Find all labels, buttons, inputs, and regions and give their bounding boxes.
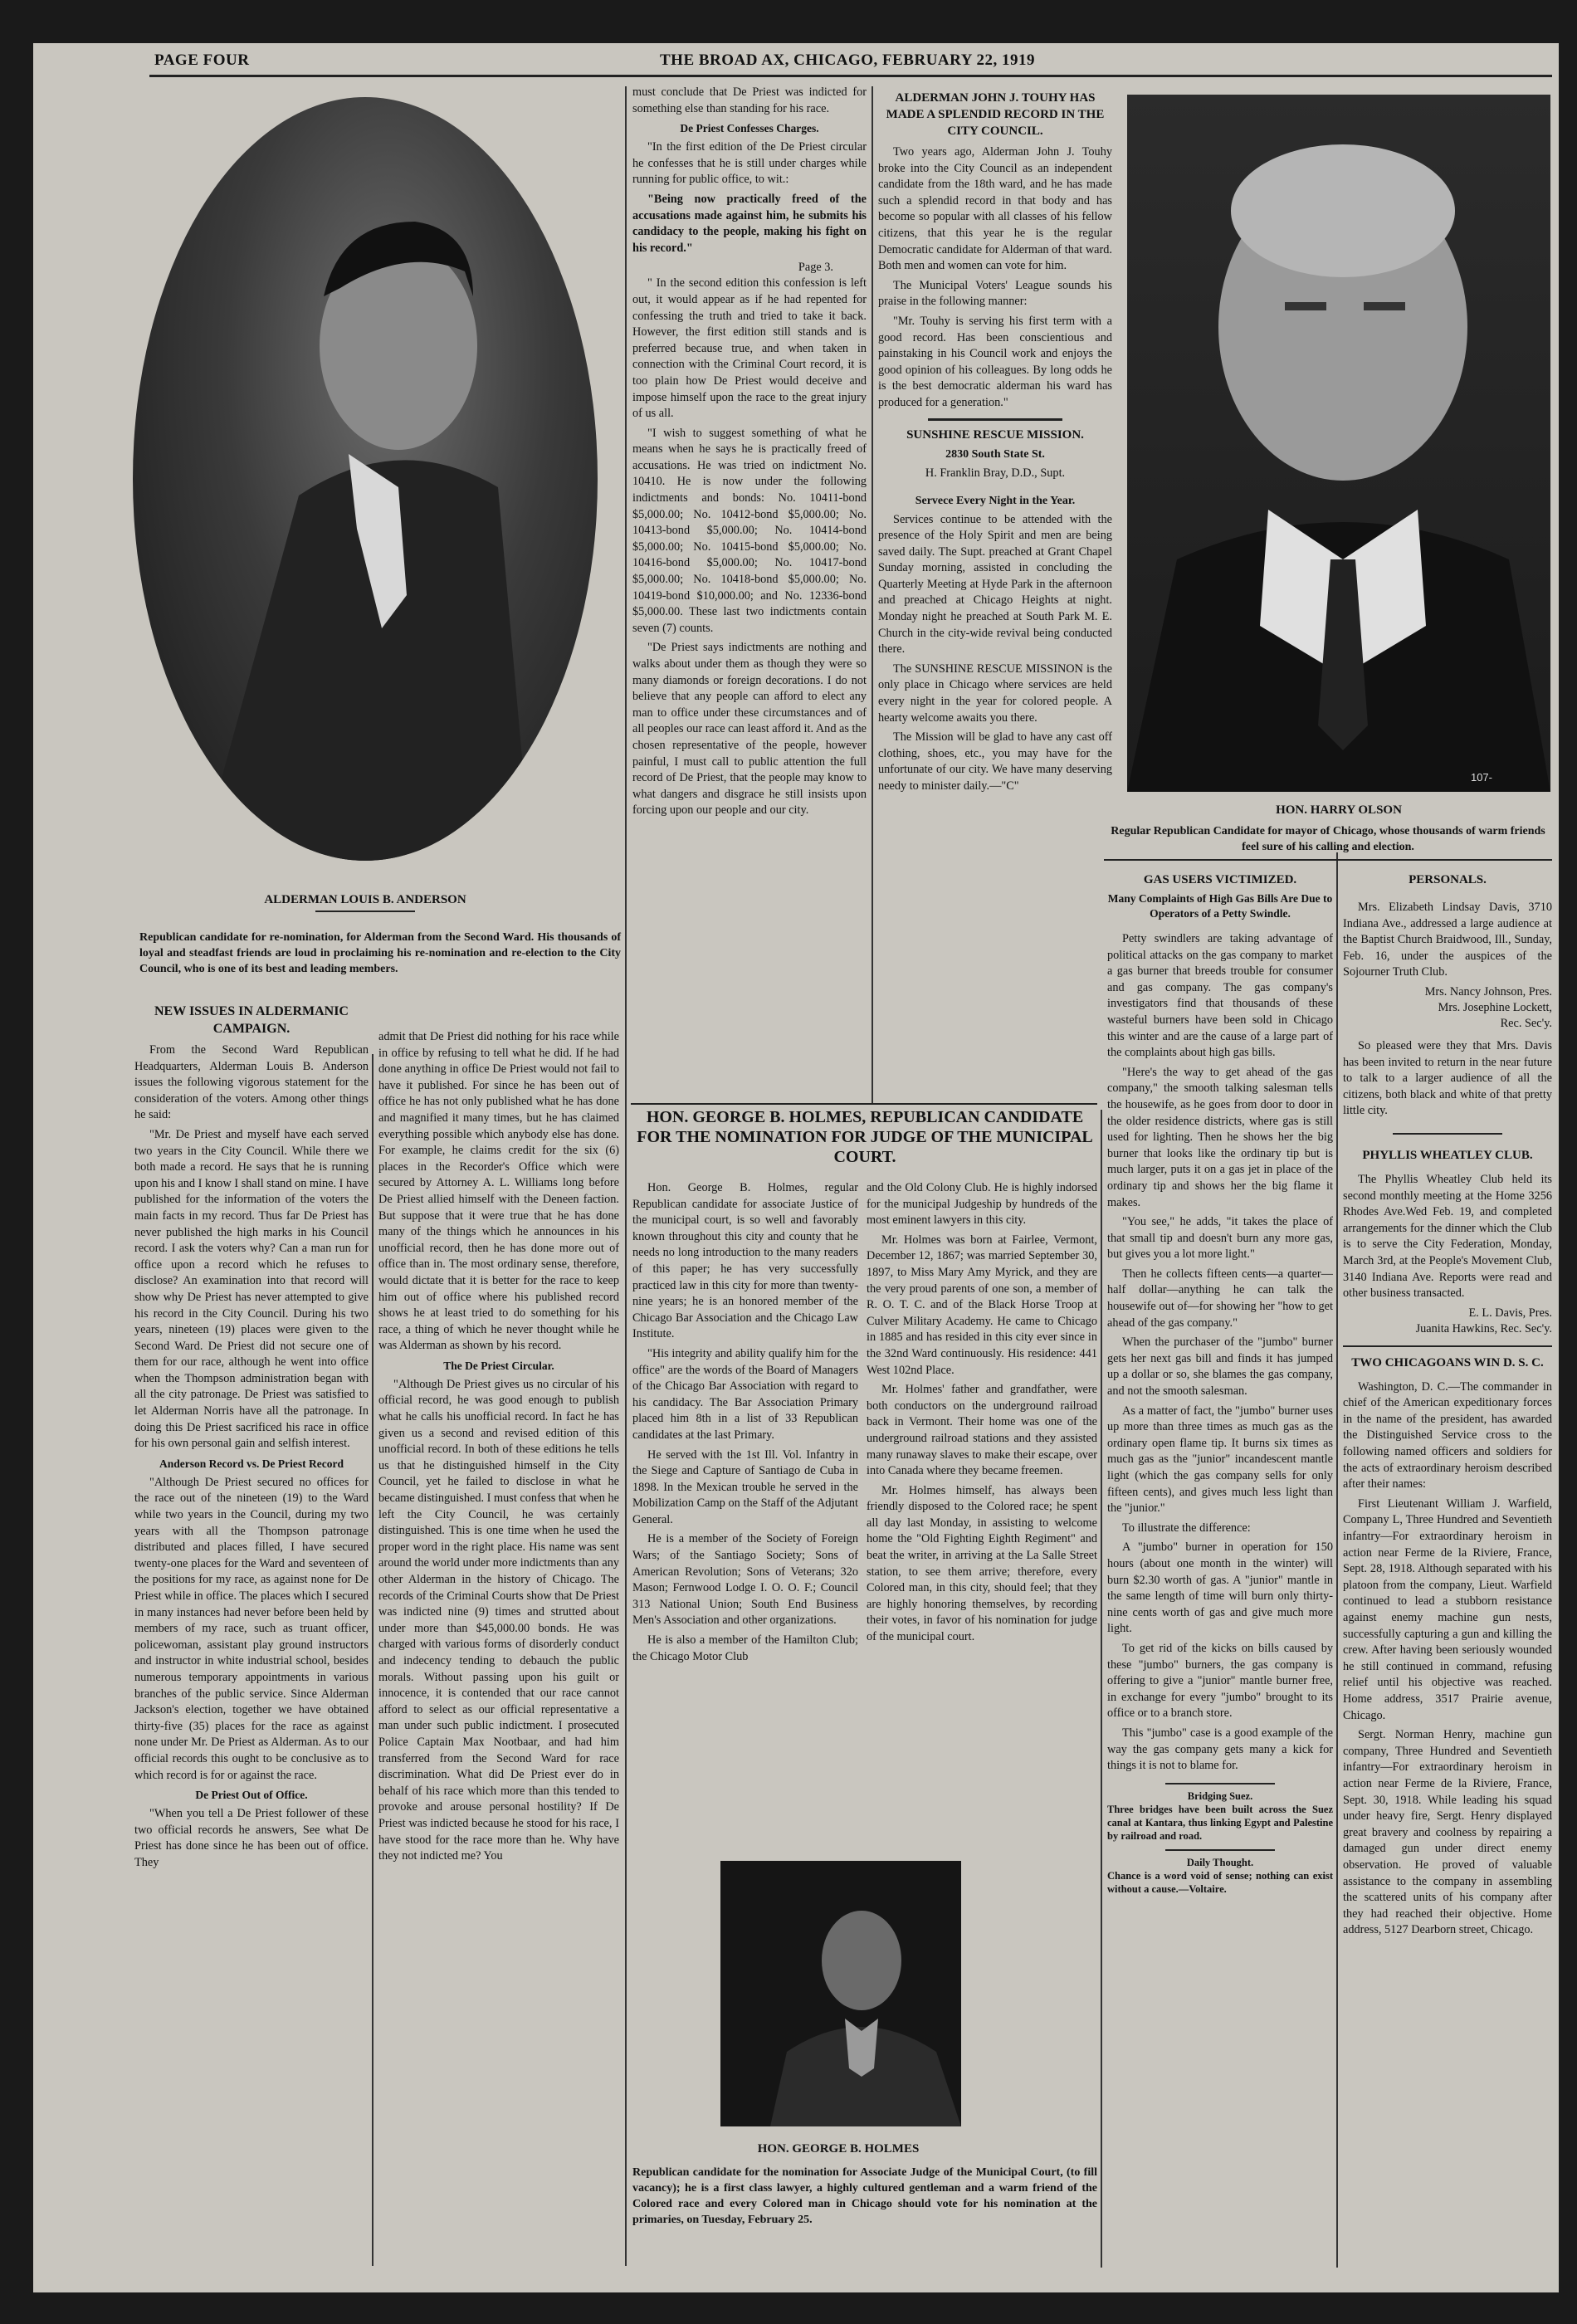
anderson-portrait [133, 97, 598, 861]
holmes-portrait-figure [720, 1861, 961, 2126]
column-rule [1336, 852, 1338, 2268]
right-column [1343, 869, 1552, 2272]
article-paragraph: "When you tell a De Priest follower of these two official records he answers, See what De Priest has done since he has been out of office. They [134, 1807, 369, 1869]
article-paragraph: Mr. Holmes was born at Fairlee, Vermont, December 12, 1867; was married September 30, 1897, to Miss Mary Amy Myrick, and they are the very proud parents of one son, a member of R. O. T. C. and of the Black Horse Troop at Culver Military Academy. He came to Chicago in 1885 and has resided in this city ever since in the 32nd Ward continuously. His residence: 441 West 102nd Place. [867, 1233, 1097, 1377]
article-paragraph: "You see," he adds, "it takes the place of that small tip and doesn't burn any more gas, but gives you a lot more light." [1107, 1215, 1333, 1262]
quoted-paragraph: "Being now practically freed of the accusations made against him, he submits his candidacy to the people, making his fight on his record." [632, 192, 867, 255]
article-paragraph: "Although De Priest gives us no circular of his official record, he was good enough to publish what he calls his unofficial record. In fact he has given us a second and revised edition of this unofficial record. In both of these editions he tells us that he distinguished himself in the City Council, yet he failed to disclose in what he became distinguished. I must confess that when he left the City Council, he was certainly distinguished. This is one time when he used the proper word in the right place. His name was sent around the world under more indictments than any other Alderman in the history of Chicago. The records of the Criminal Courts show that De Priest was indicted nine (9) times and strutted about under more than $45,000.00 bonds. He was charged with various forms of disorderly conduct and indecency tending to debauch the public morals. Without passing upon his guilt or innocence, it is contended that our race cannot afford to select as our official representative a man under such public indictment. I prosecuted Police Captain Max Nootbaar, and had him transferred from the Second Ward for race discrimination. What did De Priest ever do in behalf of his race which more than this tended to provoke and arouse personal hostility? If De Priest was indicted because he stood for his race, I have stood for the race more than he. Why have they not indicted me? You [378, 1377, 619, 1863]
article-paragraph: A "jumbo" burner in operation for 150 hours (about one month in the winter) will burn $2.30 worth of gas. A "junior" mantle in the same length of time will burn only thirty-nine cents worth of gas and give much more light. [1107, 1540, 1333, 1636]
article-paragraph: Hon. George B. Holmes, regular Republican candidate for associate Justice of the municipal court, is so well and favorably known throughout this city and county that he needs no long introduction to the many readers of this paper; he has very successfully practiced law in this city for more than twenty-nine years; he is an honored member of the Chicago Bar Association and the Chicago Law Institute. [632, 1181, 858, 1341]
section-rule [1343, 1345, 1552, 1347]
photo-mark: 107- [1470, 771, 1492, 784]
article-paragraph: He served with the 1st Ill. Vol. Infantry in the Siege and Capture of Santiago de Cuba in 1898. In the Mexican trouble he served in the Mobilization Camp on the Staff of the Adjutant General. [632, 1448, 858, 1526]
article-paragraph: and the Old Colony Club. He is highly indorsed for the municipal Judgeship by hundreds of the most eminent lawyers in this city. [867, 1181, 1097, 1228]
article-paragraph: " In the second edition this confession is left out, it would appear as if he had repented for confessing the truth and tried to take it back. However, the first edition still stands and is preferred because true, and when taken in connection with the Criminal Court record, it is too plain how De Priest would deceive and impose himself upon the race to the great injury of us all. [632, 276, 867, 421]
article-subhead: The De Priest Circular. [443, 1359, 554, 1372]
article-paragraph: "Although De Priest secured no offices for the race out of the nineteen (19) to the Ward while two years in the Council, during my two years with all the Thompson patronage distributed and places filled, I have secured twenty-one places for the Ward and seventeen of the positions for my race, as against none for De Priest while in office. The places which I secured in many instances had never before been held by members of my race, such as truant officer, policewoman, assistant play ground instructors and instructor in white industrial school, besides numerous temporary appointments in various branches of the public service. Since Alderman Jackson's election, together we have obtained thirty-five (35) places for the race as against none under Mr. De Priest as Alderman. As to our official records this ought to be conclusive as to which record is for or against the race. [134, 1475, 369, 1782]
section-rule [928, 418, 1062, 421]
article-paragraph: "De Priest says indictments are nothing and walks about under them as though they were so many diamonds or foreign decorations. I do not believe that any people can afford to elect any man to office under these circumstances and of all peoples our race can least afford it. And as the chosen representative of the people, however painful, I must call to public attention the full record of De Priest, that the people may know to what dangers and disgrace he still insists upon forcing upon our people and our city. [632, 641, 867, 818]
signature: Rec. Sec'y. [1500, 1016, 1552, 1030]
section-rule [1393, 1133, 1502, 1135]
sunshine-subhead: Servece Every Night in the Year. [915, 494, 1076, 507]
gas-column [1107, 869, 1333, 2272]
touhy-heading: ALDERMAN JOHN J. TOUHY HAS MADE A SPLENDID RECORD IN THE CITY COUNCIL. [886, 91, 1105, 138]
article-paragraph: Two years ago, Alderman John J. Touhy broke into the City Council as an independent candidate from the 18th ward, and he has made such a splendid record in that body and has become so popular with all classes of his fellow citizens, that this year he is the regular Democratic candidate for Alderman of that ward. Both men and women can vote for him. [878, 145, 1112, 273]
new-issues-heading: NEW ISSUES IN ALDERMANIC CAMPAIGN. [154, 1004, 349, 1036]
olson-portrait [1127, 95, 1550, 792]
section-rule [1165, 1783, 1275, 1784]
article-paragraph: The SUNSHINE RESCUE MISSINON is the only place in Chicago where services are held every night in the year for colored people. A hearty welcome awaits you there. [878, 662, 1112, 725]
article-paragraph: "His integrity and ability qualify him for the office" are the words of the Board of Managers of the Chicago Bar Association with regard to his candidacy. The Bar Association Primary placed him 8th in a list of 33 Republican candidates at the last Primary. [632, 1346, 858, 1442]
article-paragraph: Mrs. Elizabeth Lindsay Davis, 3710 Indiana Ave., addressed a large audience at the Baptist Church Braidwood, Ill., Sunday, Feb. 16, under the auspices of the Sojourner Truth Club. [1343, 901, 1552, 979]
daily-thought-heading: Daily Thought. [1186, 1856, 1254, 1868]
article-subhead: De Priest Confesses Charges. [680, 122, 819, 135]
personals-heading: PERSONALS. [1409, 873, 1487, 886]
article-paragraph: The Mission will be glad to have any cast off clothing, shoes, etc., you may have for the unfortunate of our city. We have many deserving needy to minister daily.—"C" [878, 730, 1112, 793]
article-paragraph: He is a member of the Society of Foreign Wars; of the Santiago Society; Sons of American Revolution; Sons of Veterans; 32o Mason; Fernwood Lodge I. O. O. F.; Council 313 National Union; South End Business Men's Association and other organizations. [632, 1532, 858, 1628]
article-paragraph: He is also a member of the Hamilton Club; the Chicago Motor Club [632, 1633, 858, 1663]
caption-rule [315, 911, 415, 912]
holmes-heading: HON. GEORGE B. HOLMES, REPUBLICAN CANDIDATE FOR THE NOMINATION FOR JUDGE OF THE MUNICIPAL COURT. [637, 1108, 1093, 1166]
article-paragraph: admit that De Priest did nothing for his race while in office by refusing to tell what he did. If he had done anything in office De Priest would not fail to have it published. For since he has been out of office he has not only published what he has done and magnified it many times, but he has claimed everything possible which anybody else has done. For example, he claims credit for the six (6) places in the Recorder's Office which were secured by Attorney A. L. Williams long before De Priest allied himself with the Deneen faction. But suppose that it were true that he has done many of the things which he announces in his unofficial record, then he has done more out of office than in. The most ordinary sense, therefore, would dictate that it is better for the race to keep him out of office where his published record shows he at least tried to do something for his race, a thing of which he never thought while he was Alderman as shown by his record. [378, 1030, 619, 1353]
article-paragraph: "Mr. De Priest and myself have each served two years in the City Council. While there we both made a record. He says that he is running upon his and I know I shall stand on mine. I have published for the information of the voters the main facts in my record. Thus far De Priest has never published the high marks in his Council record. I ask the voters why? Can a man run for office upon a record which he refuses to disclose? An examination into that record will show why De Priest has never attempted to give his record in the City Council. During his two years, nineteen (19) places were given to the Second Ward. De Priest did not secure one of them for our race, although he went into office when the Thompson administration began with all the city patronage. De Priest was satisfied to let Alderman Norris have all the patronage. In doing this De Priest sacrificed his race in office for his own personal gain and selfish interest. [134, 1127, 369, 1451]
holmes-column-a [632, 1180, 858, 1861]
touhy-sunshine-column [878, 85, 1112, 1101]
article-paragraph: "In the first edition of the De Priest circular he confesses that he is still under charges while running for public office, to wit.: [632, 140, 867, 187]
wheatley-heading: PHYLLIS WHEATLEY CLUB. [1362, 1148, 1533, 1162]
newspaper-page [33, 43, 1559, 2292]
page-reference: Page 3. [798, 261, 833, 275]
olson-portrait-figure [1127, 95, 1550, 792]
article-paragraph: "Here's the way to get ahead of the gas company," the smooth talking salesman tells the housewife, as he goes from door to door in the older residence districts, where gas is still used for lighting. Then he shows her the big burner that looks like the ordinary tip but is much larger, puts it on a gas jet in place of the ordinary tip and shows her the big flame it makes. [1107, 1065, 1333, 1209]
bridging-text: Three bridges have been built across the Suez canal at Kantara, thus linking Egypt and Palestine by railroad and road. [1107, 1803, 1333, 1842]
sunshine-pastor: H. Franklin Bray, D.D., Supt. [925, 466, 1066, 480]
olson-caption: HON. HARRY OLSON [1276, 803, 1402, 817]
article-paragraph: So pleased were they that Mrs. Davis has been invited to return in the near future to talk to a larger audience of all the citizens, both black and white of that pretty little city. [1343, 1038, 1552, 1118]
article-paragraph: As a matter of fact, the "jumbo" burner uses up more than three times as much gas as the ordinary open flame tip. It burns six times as much gas as the "junior" incandescent mantle light (which the gas company sells for only fifteen cents), and gives much less light than the "junior." [1107, 1404, 1333, 1516]
holmes-column-b [867, 1180, 1097, 1861]
signature: Juanita Hawkins, Rec. Sec'y. [1415, 1321, 1552, 1335]
olson-description: Regular Republican Candidate for mayor of Chicago, whose thousands of warm friends feel sure of his calling and election. [1111, 825, 1545, 853]
gas-heading: GAS USERS VICTIMIZED. [1143, 873, 1297, 886]
bridging-heading: Bridging Suez. [1187, 1789, 1253, 1802]
section-rule [631, 1103, 1097, 1105]
article-paragraph: From the Second Ward Republican Headquarters, Alderman Louis B. Anderson issues the following vigorous statement for the consideration of the voters. Among other things he said: [134, 1043, 369, 1122]
daily-thought-text: Chance is a word void of sense; nothing can exist without a cause.—Voltaire. [1107, 1869, 1333, 1895]
anderson-portrait-figure [133, 97, 598, 861]
section-rule [1104, 859, 1552, 861]
holmes-caption: HON. GEORGE B. HOLMES [757, 2142, 920, 2156]
article-paragraph: To get rid of the kicks on bills caused by these "jumbo" burners, the gas company is offering to give a "junior" mantle burner free, in exchange for every "jumbo" brought to its office or to a branch store. [1107, 1641, 1333, 1721]
signature: Mrs. Josephine Lockett, [1438, 1000, 1552, 1014]
column-rule [372, 1054, 374, 2266]
article-paragraph: "I wish to suggest something of what he means when he says he is practically freed of accusations. He was tried on indictment No. 10410. He is now under the following indictments and bonds: No. 10411-bond $5,000.00; No. 10412-bond $5,000.00; No. 10413-bond $5,000.00; No. 10414-bond $5,000.00; No. 10415-bond $5,000.00; No. 10416-bond $5,000.00; No. 10417-bond $5,000.00; No. 10418-bond $5,000.00; No. 10419-bond $10,000.00; and No. 12336-bond $5,000.00. These last two indictments contain seven (7) counts. [632, 426, 867, 635]
holmes-portrait [720, 1861, 961, 2126]
article-paragraph: Washington, D. C.—The commander in chief of the American expeditionary forces in the name of the president, has awarded the Distinguished Service cross to the following named officers and soldiers for the acts of extraordinary heroism described after their names: [1343, 1379, 1552, 1492]
anderson-caption: ALDERMAN LOUIS B. ANDERSON [264, 893, 466, 906]
article-paragraph: This "jumbo" case is a good example of the way the gas company gets many a kick for things it is not to blame for. [1107, 1726, 1333, 1773]
article-paragraph: First Lieutenant William J. Warfield, Company L, Three Hundred and Seventieth infantry—For extraordinary heroism in action near Ferme de la Riviere, France, Sept. 28, 1918. Although separated with his platoon from the company, Lieut. Warfield continued to lead a stubborn resistance against enemy machine gun nests, successfully capturing a gun and killing the crew. After having been seriously wounded he still continued in command, refusing relief until his objective was reached. Home address, 3517 Prairie avenue, Chicago. [1343, 1496, 1552, 1722]
article-subhead: Anderson Record vs. De Priest Record [159, 1457, 344, 1470]
article-paragraph: To illustrate the difference: [1122, 1521, 1251, 1535]
new-issues-column-2 [378, 1029, 619, 2274]
article-paragraph: Petty swindlers are taking advantage of political attacks on the gas company to market a gas burner that breeds trouble for consumer and gas company. The gas company's investigators find that thousands of these wasteful burners have been sold in Chicago this winter and are the cause of a large part of the complaints about high gas bills. [1107, 932, 1333, 1060]
article-paragraph: Sergt. Norman Henry, machine gun company, Three Hundred and Seventieth infantry—For extraordinary heroism in action near Ferme de la Riviere, France, Sept. 30, 1918. While leading his squad under heavy fire, Sergt. Henry displayed great bravery and coolness by repairing a damaged gun under direct enemy observation. He proved of valuable assistance to the company in assembling the scattered units of his company after they had reached their objective. Home address, 5127 Dearborn street, Chicago. [1343, 1728, 1552, 1937]
article-paragraph: Mr. Holmes himself, has always been friendly disposed to the Colored race; he spent all day last Monday, in assisting to welcome home the "Old Fighting Eighth Regiment" and beat the writer, in arriving at the La Salle Street station, to see them arrive; therefore, every Colored man, in this city, should feel; that they are highly honoring themselves, by recording their votes, in favor of his nomination for judge of the municipal court. [867, 1483, 1097, 1644]
two-chicagoans-heading: TWO CHICAGOANS WIN D. S. C. [1351, 1355, 1544, 1370]
gas-subheading: Many Complaints of High Gas Bills Are Due to Operators of a Petty Swindle. [1107, 892, 1333, 920]
article-paragraph: The Municipal Voters' League sounds his praise in the following manner: [878, 278, 1112, 309]
article-paragraph: Mr. Holmes' father and grandfather, were both conductors on the underground railroad back in Vermont. Their home was one of the underground railroad stations and they assisted many runaway slaves to make their escape, over into Canada where they became freemen. [867, 1383, 1097, 1478]
signature: Mrs. Nancy Johnson, Pres. [1424, 984, 1552, 998]
article-paragraph: The Phyllis Wheatley Club held its second monthly meeting at the Home 3256 Rhodes Ave.Wed Feb. 19, and completed arrangements for the dinner which the Club is to serve the City Federation, Monday, March 3rd, at the People's Movement Club, 3140 Indiana Ave. Reports were read and other business transacted. [1343, 1172, 1552, 1301]
article-paragraph: must conclude that De Priest was indicted for something else than standing for his race. [632, 85, 867, 115]
article-paragraph: "Mr. Touhy is serving his first term with a good record. Has been conscientious and painstaking in his Council work and enjoys the good opinion of his colleagues. By long odds he is the best democratic alderman his ward has produced for a generation." [878, 314, 1112, 409]
de-priest-column [632, 85, 867, 1101]
sunshine-address: 2830 South State St. [945, 447, 1045, 461]
page-label: PAGE FOUR [154, 51, 250, 69]
anderson-description: Republican candidate for re-nomination, for Alderman from the Second Ward. His thousands of loyal and steadfast friends are loud in proclaiming his re-nomination and re-election to the City Council, who is one of its best and leading members. [139, 931, 621, 975]
sunshine-heading: SUNSHINE RESCUE MISSION. [906, 427, 1084, 442]
column-rule [872, 86, 873, 1103]
article-paragraph: Services continue to be attended with the presence of the Holy Spirit and men are being saved daily. The Supt. preached at Grant Chapel Sunday morning, assisted in concluding the Quarterly Meeting at Hyde Park in the afternoon and preached at Chicago Heights at night. Monday night he preached at South Park M. E. Church in the city-wide revival being conducted there. [878, 512, 1112, 657]
column-rule [1101, 1110, 1102, 2268]
new-issues-column-1 [134, 998, 369, 2276]
article-subhead: De Priest Out of Office. [195, 1789, 308, 1802]
article-paragraph: When the purchaser of the "jumbo" burner gets her next gas bill and finds it has jumped up a dollar or so, she blames the gas company, and not the smooth salesman. [1107, 1335, 1333, 1399]
holmes-description: Republican candidate for the nomination for Associate Judge of the Municipal Court, (to fill vacancy); he is a first class lawyer, a highly cultured gentleman and a warm friend of the Colored race and every Colored man in Chicago should vote for his nomination at the primaries, on Tuesday, February 25. [632, 2166, 1097, 2226]
masthead-rule [149, 75, 1552, 77]
article-paragraph: Then he collects fifteen cents—a quarter—half dollar—anything he can talk the housewife out of—for showing her "how to get ahead of the gas company." [1107, 1267, 1333, 1330]
signature: E. L. Davis, Pres. [1468, 1306, 1552, 1320]
masthead-title: THE BROAD AX, CHICAGO, FEBRUARY 22, 1919 [660, 51, 1035, 69]
column-rule [625, 86, 627, 2266]
section-rule [1165, 1849, 1275, 1851]
